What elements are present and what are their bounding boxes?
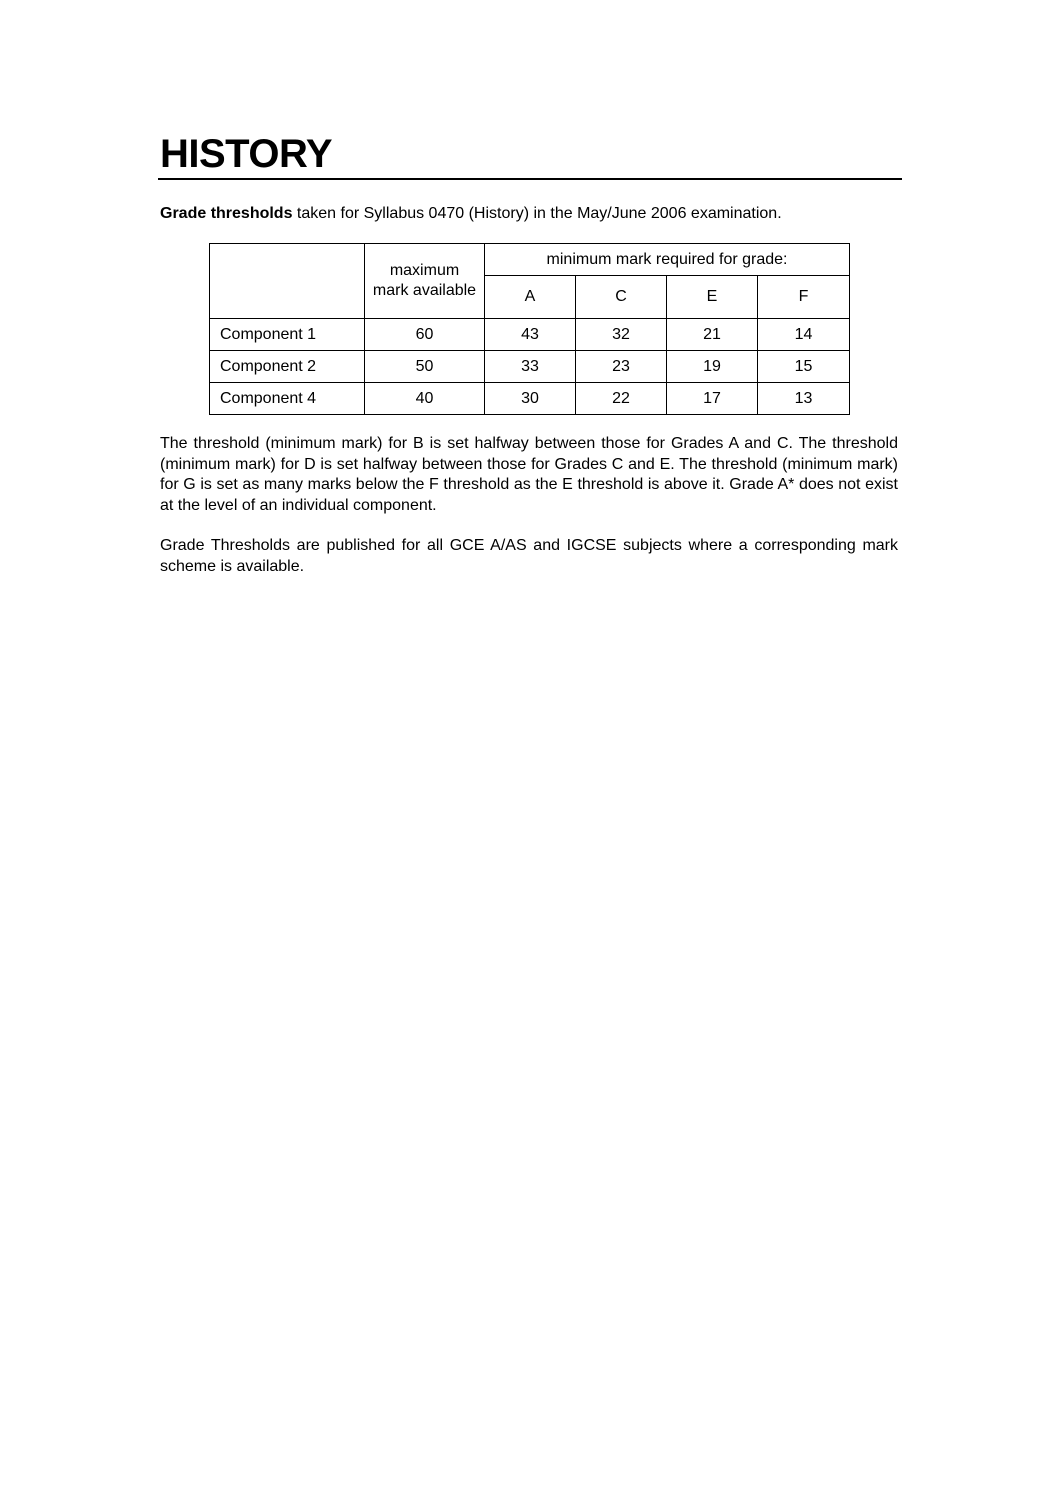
max-mark-header — [365, 244, 485, 319]
grade-threshold-cell-a: 43 — [485, 319, 576, 351]
grade-threshold-cell-a: 30 — [485, 383, 576, 415]
header-empty-cell — [210, 244, 365, 319]
table-row — [210, 383, 850, 415]
grade-header-c: C — [576, 276, 667, 319]
grade-threshold-cell-f: 15 — [758, 351, 850, 383]
max-mark-cell: 40 — [365, 383, 485, 415]
max-mark-cell: 50 — [365, 351, 485, 383]
grade-header-a: A — [485, 276, 576, 319]
max-mark-header-label: maximum mark available — [372, 262, 477, 299]
grade-threshold-cell-e: 21 — [667, 319, 758, 351]
grade-threshold-table — [209, 243, 850, 415]
intro-bold-lead: Grade thresholds — [160, 205, 293, 222]
grade-threshold-cell-f: 14 — [758, 319, 850, 351]
table-row — [210, 319, 850, 351]
intro-rest: taken for Syllabus 0470 (History) in the May/June 2006 examination. — [292, 205, 782, 222]
max-mark-cell: 60 — [365, 319, 485, 351]
title-divider — [158, 178, 902, 180]
component-name-cell: Component 1 — [210, 319, 365, 351]
grade-threshold-cell-c: 22 — [576, 383, 667, 415]
grade-threshold-cell-f: 13 — [758, 383, 850, 415]
grade-header-f: F — [758, 276, 850, 319]
table-row — [210, 351, 850, 383]
grade-threshold-cell-c: 32 — [576, 319, 667, 351]
grade-header-e: E — [667, 276, 758, 319]
page-title: HISTORY — [160, 132, 333, 176]
grade-threshold-cell-e: 17 — [667, 383, 758, 415]
component-name-cell: Component 2 — [210, 351, 365, 383]
grade-threshold-cell-c: 23 — [576, 351, 667, 383]
threshold-explanation: The threshold (minimum mark) for B is set halfway between those for Grades A and C. The threshold (minimum mark) for D is set halfway between those for Grades C and E. The threshold (minimum mark) for G is set as many marks below the F threshold as the E threshold is above it. Grade A* does not exist at the level of an individual component. — [160, 435, 898, 514]
grade-threshold-cell-e: 19 — [667, 351, 758, 383]
grade-threshold-cell-a: 33 — [485, 351, 576, 383]
grade-group-header: minimum mark required for grade: — [485, 244, 850, 276]
intro-text — [160, 203, 900, 225]
publication-note: Grade Thresholds are published for all GCE A/AS and IGCSE subjects where a corresponding mark scheme is available. — [160, 537, 898, 575]
component-name-cell: Component 4 — [210, 383, 365, 415]
